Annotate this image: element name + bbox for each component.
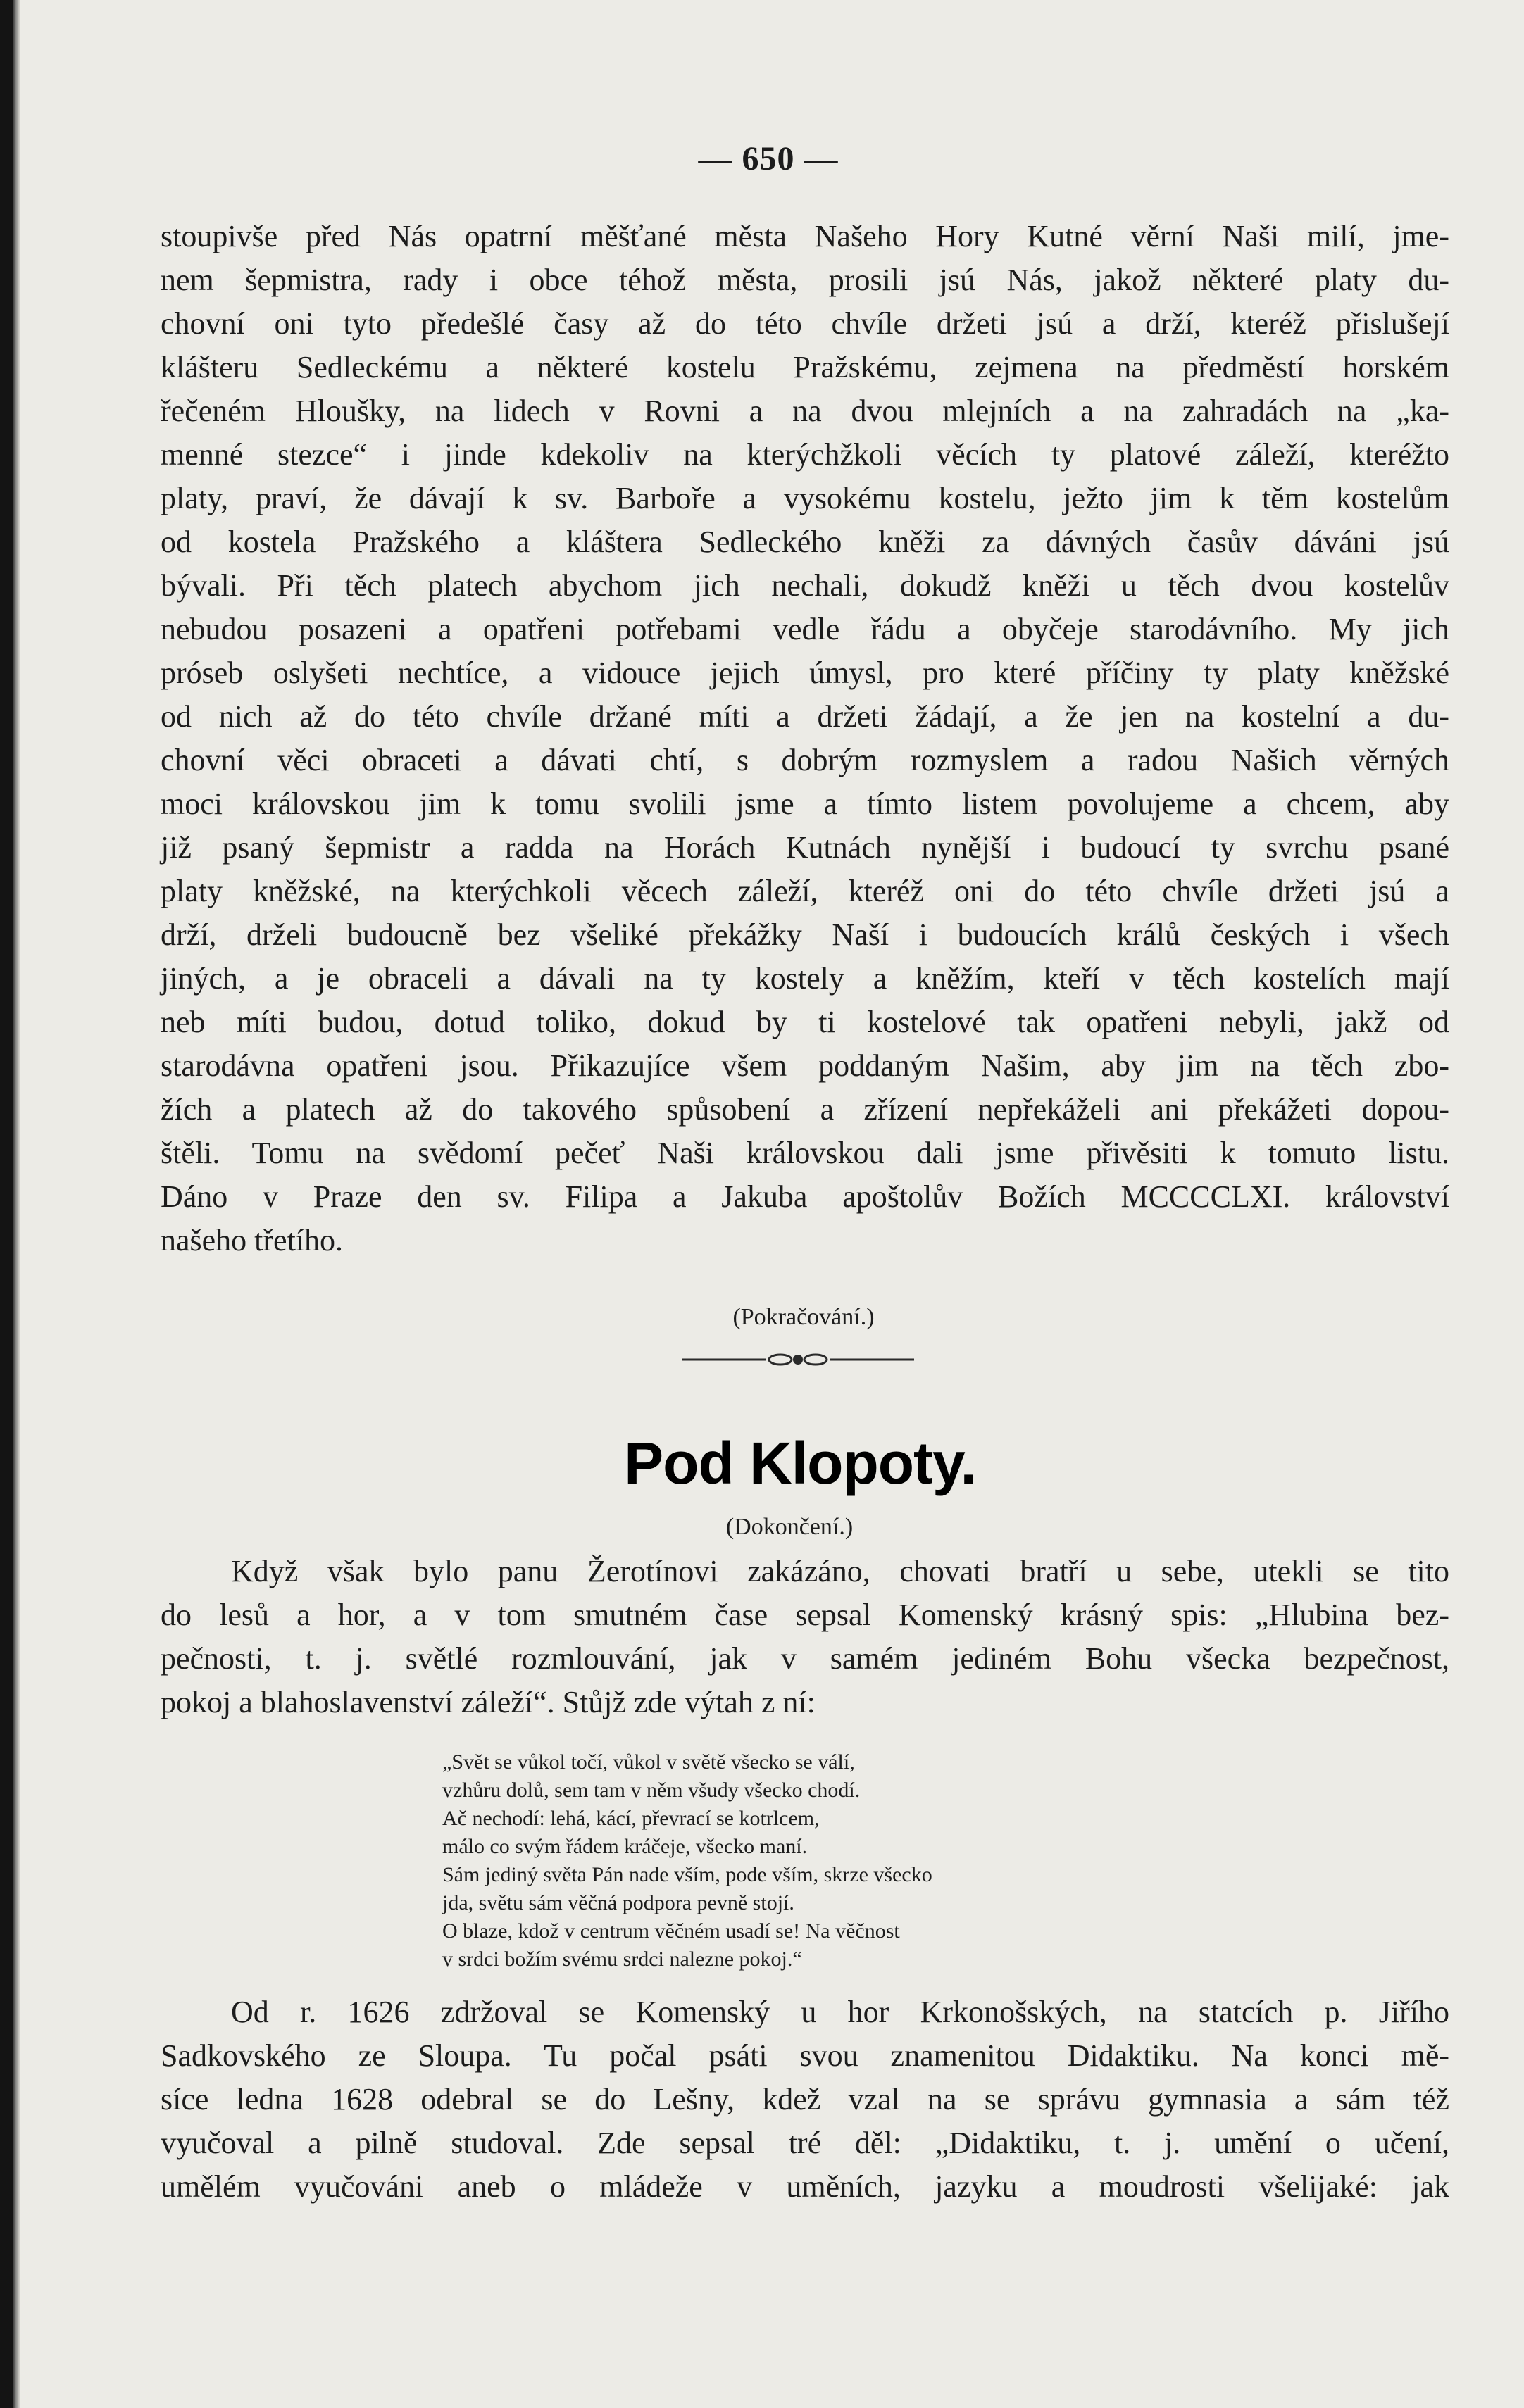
section-title: Pod Klopoty. (624, 1430, 976, 1496)
text-line: moci královskou jim k tomu svolili jsme a tímto listem povolujeme a chcem, aby (161, 786, 1449, 821)
conclusion-note: (Dokončení.) (725, 1514, 854, 1540)
text-line: Od r. 1626 zdržoval se Komenský u hor Krkonošských, na statcích p. Jiřího (231, 1995, 1449, 2029)
text-line: Dáno v Praze den sv. Filipa a Jakuba apoštolův Božích MCCCCLXI. království (161, 1179, 1449, 1214)
poem-line: O blaze, kdož v centrum věčném usadí se! Na věčnost (442, 1919, 900, 1943)
text-line: žích a platech až do takového spůsobení a zřízení nepřekáželi ani překážeti dopou- (161, 1092, 1449, 1127)
text-line: jiných, a je obraceli a dávali na ty kostely a kněžím, kteří v těch kostelích mají (161, 961, 1449, 996)
text-line: do lesů a hor, a v tom smutném čase sepsal Komenský krásný spis: „Hlubina bez- (161, 1598, 1449, 1632)
text-line: umělém vyučováni aneb o mládeže v uměních, jazyku a moudrosti všelijaké: jak (161, 2169, 1449, 2204)
text-line: pokoj a blahoslavenství záleží“. Stůjž zde výtah z ní: (161, 1685, 816, 1719)
text-line: drží, drželi budoucně bez všeliké překážky Naší i budoucích králů českých i všech (161, 917, 1449, 952)
text-line: chovní oni tyto předešlé časy až do této chvíle držeti jsú a drží, kteréž přislušejí (161, 306, 1449, 341)
text-line: platy, praví, že dávají k sv. Barboře a vysokému kostelu, ježto jim k těm kostelům (161, 481, 1449, 515)
text-line: starodávna opatřeni jsou. Přikazujíce všem poddaným Našim, aby jim na těch zbo- (161, 1048, 1449, 1083)
text-line: menné stezce“ i jinde kdekoliv na kterýchžkoli věcích ty platové záleží, kteréžto (161, 437, 1449, 472)
poem-line: vzhůru dolů, sem tam v něm všudy všecko chodí. (442, 1779, 861, 1802)
text-line: již psaný šepmistr a radda na Horách Kutnách nynější i budoucí ty svrchu psané (161, 830, 1449, 865)
poem-line: jda, světu sám věčná podpora pevně stojí. (442, 1891, 794, 1914)
text-line: neb míti budou, dotud toliko, dokud by ti kostelové tak opatřeni nebyli, jakž od (161, 1005, 1449, 1039)
poem-line: v srdci božím svému srdci nalezne pokoj.“ (442, 1948, 802, 1971)
text-line: Sadkovského ze Sloupa. Tu počal psáti svou znamenitou Didaktiku. Na konci mě- (161, 2038, 1449, 2073)
text-line: próseb oslyšeti nechtíce, a vidouce jejich úmysl, pro které příčiny ty platy kněžské (161, 656, 1449, 690)
text-line: od nich až do této chvíle držané míti a držeti žádají, a že jen na kostelní a du- (161, 699, 1449, 734)
text-line: nebudou posazeni a opatřeni potřebami vedle řádu a obyčeje starodávního. My jich (161, 612, 1449, 646)
poem-line: málo co svým řádem kráčeje, všecko maní. (442, 1835, 808, 1858)
text-line: síce ledna 1628 odebral se do Lešny, kdež vzal na se správu gymnasia a sám též (161, 2082, 1449, 2117)
text-line: chovní věci obraceti a dávati chtí, s dobrým rozmyslem a radou Našich věrných (161, 743, 1449, 777)
text-line: bývali. Při těch platech abychom jich nechali, dokudž kněži u těch dvou kostelův (161, 568, 1449, 603)
text-line: nem šepmistra, rady i obce téhož města, prosili jsú Nás, jakož některé platy du- (161, 263, 1449, 297)
page-edge-shadow (13, 0, 20, 2408)
text-line: řečeném Hloušky, na lidech v Rovni a na dvou mlejních a na zahradách na „ka- (161, 394, 1449, 428)
ornamental-divider (682, 1352, 914, 1367)
document-page (13, 0, 1524, 2408)
poem-line: Sám jediný světa Pán nade vším, pode vším, skrze všecko (442, 1863, 932, 1886)
text-line: platy kněžské, na kterýchkoli věcech záleží, kteréž oni do této chvíle držeti jsú a (161, 874, 1449, 908)
text-line: pečnosti, t. j. světlé rozmlouvání, jak v samém jediném Bohu všecka bezpečnost, (161, 1641, 1449, 1676)
poem-line: Ač nechodí: lehá, kácí, převrací se kotrlcem, (442, 1807, 820, 1830)
text-line: štěli. Tomu na svědomí pečeť Naši královskou dali jsme přivěsiti k tomuto listu. (161, 1136, 1449, 1170)
text-line: Když však bylo panu Žerotínovi zakázáno, chovati bratří u sebe, utekli se tito (231, 1554, 1449, 1588)
continuation-note: (Pokračování.) (732, 1304, 875, 1330)
text-line: vyučoval a pilně studoval. Zde sepsal tré děl: „Didaktiku, t. j. umění o učení, (161, 2126, 1449, 2160)
text-line: stoupivše před Nás opatrní měšťané města Našeho Hory Kutné věrní Naši milí, jme- (161, 219, 1449, 253)
text-line: našeho třetího. (161, 1223, 344, 1258)
text-line: klášteru Sedleckému a některé kostelu Pražskému, zejmena na předměstí horském (161, 350, 1449, 384)
poem-line: „Svět se vůkol točí, vůkol v světě všecko se válí, (442, 1750, 855, 1774)
page-number: — 650 — (698, 140, 839, 177)
text-line: od kostela Pražského a kláštera Sedleckého kněži za dávných časův dáváni jsú (161, 525, 1449, 559)
